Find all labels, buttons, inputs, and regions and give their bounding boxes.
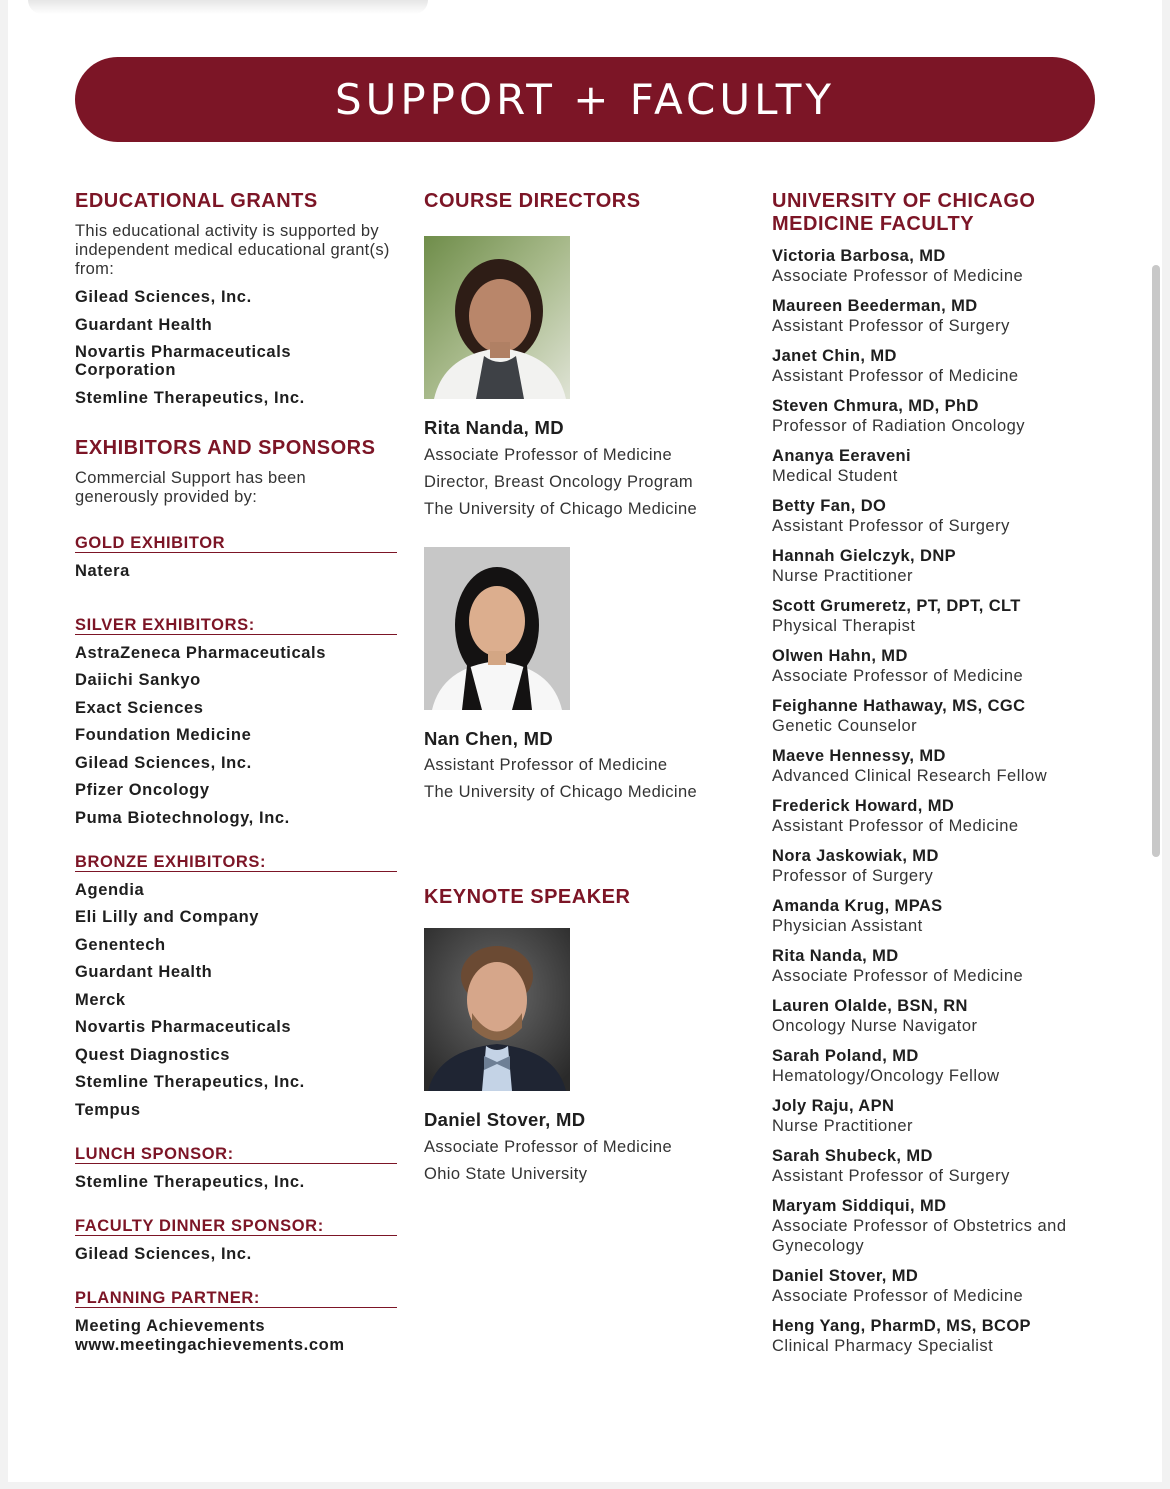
list-item: Merck bbox=[75, 990, 126, 1009]
silver-group bbox=[75, 616, 397, 827]
planning-link[interactable]: www.meetingachievements.com bbox=[75, 1335, 345, 1354]
faculty-name: Amanda Krug, MPAS bbox=[772, 897, 943, 915]
list-item: Gilead Sciences, Inc. bbox=[75, 753, 252, 772]
faculty-member bbox=[772, 1267, 1102, 1306]
faculty-name: Betty Fan, DO bbox=[772, 497, 887, 515]
faculty-name: Rita Nanda, MD bbox=[772, 947, 899, 965]
faculty-title: Clinical Pharmacy Specialist bbox=[772, 1337, 994, 1355]
faculty-member bbox=[772, 1317, 1102, 1356]
faculty-list bbox=[772, 247, 1102, 1356]
faculty-name: Daniel Stover, MD bbox=[772, 1267, 919, 1285]
faculty-member bbox=[772, 997, 1102, 1036]
faculty-member bbox=[772, 647, 1102, 686]
faculty-name: Scott Grumeretz, PT, DPT, CLT bbox=[772, 597, 1021, 615]
faculty-heading-line2: MEDICINE FACULTY bbox=[772, 213, 975, 235]
faculty-member bbox=[772, 1197, 1102, 1256]
portrait-image bbox=[424, 547, 570, 710]
keynote-line: Associate Professor of Medicine bbox=[424, 1138, 673, 1156]
faculty-member bbox=[772, 1047, 1102, 1086]
faculty-name: Janet Chin, MD bbox=[772, 347, 897, 365]
faculty-name: Sarah Shubeck, MD bbox=[772, 1147, 933, 1165]
director-line: Director, Breast Oncology Program bbox=[424, 473, 694, 491]
faculty-title: Assistant Professor of Medicine bbox=[772, 367, 1019, 385]
exhibitors-heading: EXHIBITORS AND SPONSORS bbox=[75, 436, 376, 459]
bronze-heading: BRONZE EXHIBITORS: bbox=[75, 853, 397, 872]
list-item: Natera bbox=[75, 561, 130, 580]
support-column bbox=[75, 190, 397, 1363]
faculty-name: Olwen Hahn, MD bbox=[772, 647, 908, 665]
faculty-title: Nurse Practitioner bbox=[772, 1117, 914, 1135]
faculty-title: Assistant Professor of Surgery bbox=[772, 317, 1010, 335]
course-directors-heading: COURSE DIRECTORS bbox=[424, 190, 641, 212]
planning-heading: PLANNING PARTNER: bbox=[75, 1289, 397, 1308]
list-item: Novartis Pharmaceuticals bbox=[75, 1018, 292, 1036]
educational-grants-heading: EDUCATIONAL GRANTS bbox=[75, 190, 318, 212]
faculty-name: Maureen Beederman, MD bbox=[772, 297, 978, 315]
faculty-title: Advanced Clinical Research Fellow bbox=[772, 767, 1048, 785]
faculty-title: Physician Assistant bbox=[772, 917, 923, 935]
faculty-member bbox=[772, 947, 1102, 986]
silver-heading: SILVER EXHIBITORS: bbox=[75, 616, 397, 635]
faculty-name: Heng Yang, PharmD, MS, BCOP bbox=[772, 1317, 1031, 1335]
keynote-name: Daniel Stover, MD bbox=[424, 1109, 586, 1130]
faculty-name: Steven Chmura, MD, PhD bbox=[772, 397, 979, 415]
list-item: Puma Biotechnology, Inc. bbox=[75, 808, 290, 827]
faculty-member bbox=[772, 747, 1102, 786]
director-line: Assistant Professor of Medicine bbox=[424, 756, 668, 774]
faculty-member bbox=[772, 397, 1102, 436]
faculty-member bbox=[772, 1097, 1102, 1136]
faculty-title: Hematology/Oncology Fellow bbox=[772, 1067, 1000, 1085]
director-line: The University of Chicago Medicine bbox=[424, 783, 698, 801]
faculty-name: Nora Jaskowiak, MD bbox=[772, 847, 939, 865]
faculty-title: Oncology Nurse Navigator bbox=[772, 1017, 978, 1035]
director-name: Nan Chen, MD bbox=[424, 728, 553, 749]
faculty-member bbox=[772, 897, 1102, 936]
director-details bbox=[424, 442, 734, 523]
portrait-image bbox=[424, 928, 570, 1091]
list-item: Daiichi Sankyo bbox=[75, 671, 201, 689]
faculty-member bbox=[772, 1147, 1102, 1186]
list-item: Gilead Sciences, Inc. bbox=[75, 288, 252, 306]
planning-group bbox=[75, 1289, 397, 1354]
director-name: Rita Nanda, MD bbox=[424, 417, 564, 438]
faculty-title: Assistant Professor of Surgery bbox=[772, 517, 1010, 535]
list-item: Novartis Pharmaceuticals Corporation bbox=[75, 343, 292, 379]
faculty-member bbox=[772, 497, 1102, 536]
faculty-name: Frederick Howard, MD bbox=[772, 797, 955, 815]
page-title: SUPPORT + FACULTY bbox=[334, 75, 836, 124]
director-line: The University of Chicago Medicine bbox=[424, 500, 698, 518]
list-item: Guardant Health bbox=[75, 315, 213, 334]
gold-group bbox=[75, 534, 397, 580]
gold-heading: GOLD EXHIBITOR bbox=[75, 534, 397, 553]
faculty-title: Professor of Radiation Oncology bbox=[772, 417, 1026, 435]
list-item: Eli Lilly and Company bbox=[75, 908, 260, 926]
director-line: Associate Professor of Medicine bbox=[424, 446, 673, 464]
faculty-name: Maeve Hennessy, MD bbox=[772, 747, 946, 765]
directors-column bbox=[424, 190, 734, 1188]
faculty-title: Associate Professor of Medicine bbox=[772, 1287, 1024, 1305]
faculty-member bbox=[772, 797, 1102, 836]
portrait-image bbox=[424, 236, 570, 399]
dinner-heading: FACULTY DINNER SPONSOR: bbox=[75, 1217, 397, 1236]
top-shadow bbox=[28, 0, 428, 14]
educational-grants-intro: This educational activity is supported by independent medical educational grant(s) from: bbox=[75, 222, 390, 278]
faculty-title: Associate Professor of Medicine bbox=[772, 967, 1024, 985]
faculty-title: Medical Student bbox=[772, 467, 898, 485]
keynote-heading: KEYNOTE SPEAKER bbox=[424, 886, 631, 908]
faculty-member bbox=[772, 547, 1102, 586]
faculty-title: Associate Professor of Obstetrics and Gynecology bbox=[772, 1217, 1067, 1255]
keynote-photo bbox=[424, 928, 570, 1091]
list-item: Stemline Therapeutics, Inc. bbox=[75, 388, 305, 407]
dinner-group bbox=[75, 1217, 397, 1263]
faculty-name: Lauren Olalde, BSN, RN bbox=[772, 997, 968, 1015]
faculty-member bbox=[772, 447, 1102, 486]
keynote-line: Ohio State University bbox=[424, 1165, 588, 1183]
faculty-title: Associate Professor of Medicine bbox=[772, 667, 1024, 685]
list-item: Tempus bbox=[75, 1100, 141, 1119]
faculty-title: Associate Professor of Medicine bbox=[772, 267, 1024, 285]
director-photo bbox=[424, 236, 570, 399]
lunch-group bbox=[75, 1145, 397, 1191]
faculty-title: Genetic Counselor bbox=[772, 717, 918, 735]
faculty-name: Ananya Eeraveni bbox=[772, 447, 911, 465]
faculty-column bbox=[772, 190, 1102, 1367]
exhibitors-intro: Commercial Support has been generously provided by: bbox=[75, 468, 306, 506]
faculty-title: Physical Therapist bbox=[772, 617, 916, 635]
faculty-name: Joly Raju, APN bbox=[772, 1097, 895, 1115]
faculty-title: Nurse Practitioner bbox=[772, 567, 914, 585]
faculty-title: Assistant Professor of Surgery bbox=[772, 1167, 1010, 1185]
faculty-member bbox=[772, 247, 1102, 286]
faculty-name: Sarah Poland, MD bbox=[772, 1047, 919, 1065]
list-item: Agendia bbox=[75, 880, 145, 899]
list-item: Stemline Therapeutics, Inc. bbox=[75, 1172, 305, 1191]
list-item: AstraZeneca Pharmaceuticals bbox=[75, 643, 326, 662]
faculty-name: Maryam Siddiqui, MD bbox=[772, 1197, 947, 1215]
faculty-member bbox=[772, 697, 1102, 736]
scrollbar[interactable] bbox=[1152, 265, 1160, 857]
list-item: Gilead Sciences, Inc. bbox=[75, 1244, 252, 1263]
bronze-group bbox=[75, 853, 397, 1119]
director-details bbox=[424, 752, 734, 806]
faculty-member bbox=[772, 347, 1102, 386]
list-item: Foundation Medicine bbox=[75, 726, 252, 744]
list-item: Genentech bbox=[75, 935, 166, 954]
faculty-title: Assistant Professor of Medicine bbox=[772, 817, 1019, 835]
list-item: Quest Diagnostics bbox=[75, 1045, 231, 1064]
grant-list bbox=[75, 288, 397, 407]
director-photo bbox=[424, 547, 570, 710]
faculty-name: Victoria Barbosa, MD bbox=[772, 247, 946, 265]
list-item: Exact Sciences bbox=[75, 698, 204, 717]
faculty-member bbox=[772, 847, 1102, 886]
list-item: Meeting Achievements bbox=[75, 1316, 266, 1335]
faculty-member bbox=[772, 597, 1102, 636]
faculty-name: Hannah Gielczyk, DNP bbox=[772, 547, 957, 565]
faculty-name: Feighanne Hathaway, MS, CGC bbox=[772, 697, 1026, 715]
list-item: Guardant Health bbox=[75, 963, 213, 981]
list-item: Stemline Therapeutics, Inc. bbox=[75, 1073, 305, 1091]
keynote-details bbox=[424, 1134, 734, 1188]
list-item: Pfizer Oncology bbox=[75, 781, 210, 799]
faculty-heading-line1: UNIVERSITY OF CHICAGO bbox=[772, 190, 1036, 212]
faculty-member bbox=[772, 297, 1102, 336]
lunch-heading: LUNCH SPONSOR: bbox=[75, 1145, 397, 1164]
title-banner bbox=[75, 57, 1095, 142]
faculty-title: Professor of Surgery bbox=[772, 867, 934, 885]
